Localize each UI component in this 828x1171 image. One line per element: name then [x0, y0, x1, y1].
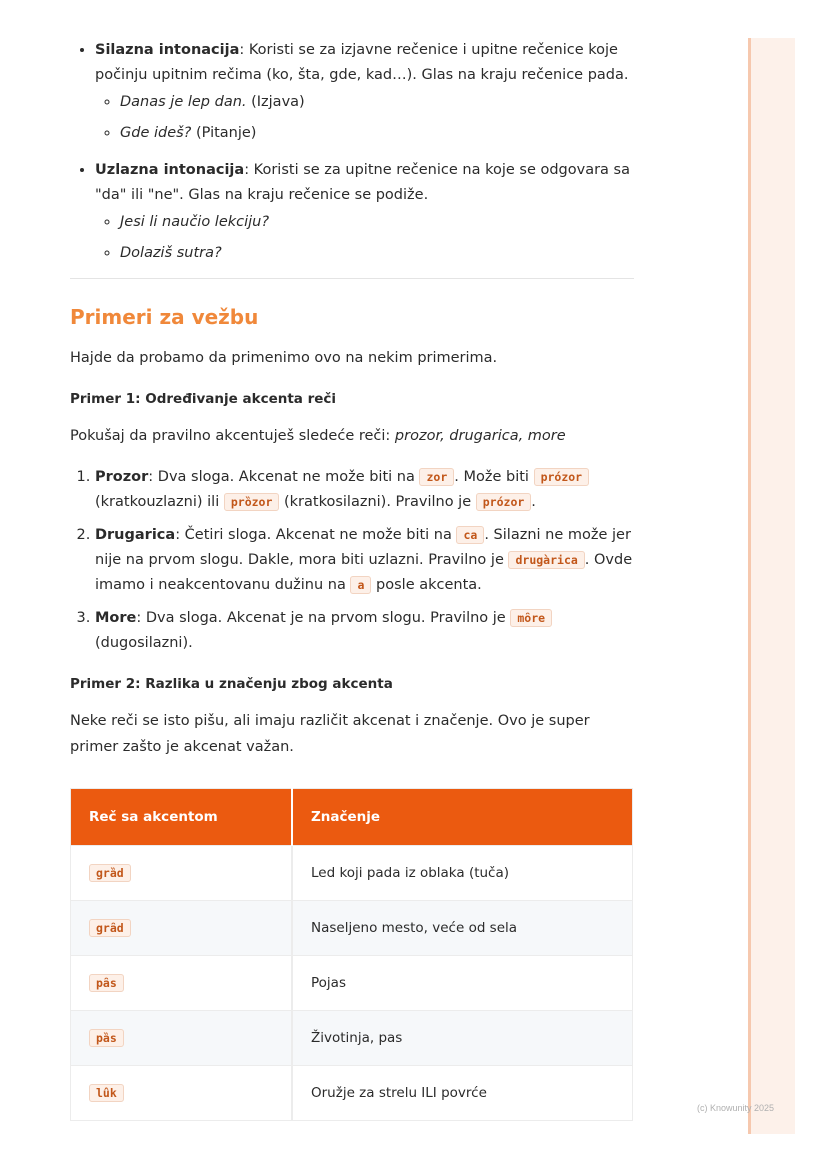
accent-code: lûk: [89, 1084, 124, 1102]
document-content: [70, 38, 634, 1121]
accent-code: prózor: [476, 493, 532, 511]
term-label: Silazna intonacija: [95, 42, 240, 58]
table-header-row: [71, 789, 633, 846]
primer2-title: Primer 2: Razlika u značenju zbog akcenta: [70, 676, 393, 692]
accent-code: grȁd: [89, 864, 131, 882]
table-row: [71, 846, 633, 901]
accent-code: drugàrica: [508, 551, 584, 569]
primer1-lead: Pokušaj da pravilno akcentuješ sledeće reči: prozor, drugarica, more: [70, 428, 566, 444]
section-divider: [70, 278, 634, 279]
accent-code: pȁs: [89, 1029, 124, 1047]
example-note: (Pitanje): [191, 125, 257, 141]
list-item: [120, 241, 634, 266]
list-item: 3. More: Dva sloga. Akcenat je na prvom slogu. Pravilno je mȏre (dugosilazni).: [95, 606, 634, 656]
list-item: [95, 158, 634, 266]
list-item: [120, 210, 634, 235]
accent-code: ca: [456, 526, 484, 544]
accent-code: mȏre: [510, 609, 552, 627]
meaning-cell: Naseljeno mesto, veće od sela: [292, 901, 633, 956]
list-item: [95, 38, 634, 146]
term-label: More: [95, 610, 137, 626]
list-item: [120, 90, 634, 115]
example-sentence: Gde ideš?: [120, 125, 192, 141]
example-sentence: Danas je lep dan.: [120, 94, 247, 110]
accent-table: [70, 788, 633, 1121]
example-note: (Izjava): [246, 94, 305, 110]
term-description: : Koristi se za upitne rečenice na koje se odgovara sa "da" ili "ne". Glas na kraju rečenice se podiže.: [95, 162, 630, 203]
footer-copyright: (c) Knowunity 2025: [697, 1103, 775, 1113]
meaning-cell: Led koji pada iz oblaka (tuča): [292, 846, 633, 901]
accent-code: zor: [419, 468, 454, 486]
table-row: [71, 1011, 633, 1066]
meaning-cell: Životinja, pas: [292, 1011, 633, 1066]
section-intro: Hajde da probamo da primenimo ovo na nekim primerima.: [70, 350, 498, 366]
accent-code: a: [350, 576, 371, 594]
example-list: [95, 90, 634, 146]
term-label: Drugarica: [95, 527, 176, 543]
meaning-cell: Pojas: [292, 956, 633, 1011]
section-title: Primeri za vežbu: [70, 305, 259, 329]
column-header: Značenje: [292, 789, 633, 846]
intonation-list: [70, 38, 634, 266]
primer1-title: Primer 1: Određivanje akcenta reči: [70, 391, 337, 407]
term-description: : Koristi se za izjavne rečenice i upitne rečenice koje počinju upitnim rečima (ko, šta, gde, kad…). Glas na kraju rečenice pada.: [95, 42, 629, 83]
primer1-list: [70, 465, 634, 656]
example-list: [95, 210, 634, 266]
list-item: 1. Prozor: Dva sloga. Akcenat ne može biti na zor . Može biti prózor (kratkouzlazni) ili prȍzor (kratkosilazni). Pravilno je prózor .: [95, 465, 634, 515]
accent-code: pȃs: [89, 974, 124, 992]
table-row: [71, 956, 633, 1011]
primer2-intro: Neke reči se isto pišu, ali imaju različit akcenat i značenje. Ovo je super primer zašto je akcenat važan.: [70, 713, 590, 755]
list-item: 2. Drugarica: Četiri sloga. Akcenat ne može biti na ca . Silazni ne može jer nije na prvom slogu. Dakle, mora biti uzlazni. Pravilno je drugàrica . Ovde imamo i neakcentovanu dužinu na a posle akcenta.: [95, 523, 634, 598]
example-sentence: Jesi li naučio lekciju?: [120, 214, 270, 230]
table-row: [71, 901, 633, 956]
term-label: Uzlazna intonacija: [95, 162, 245, 178]
meaning-cell: Oružje za strelu ILI povrće: [292, 1066, 633, 1121]
primer1-words: prozor, drugarica, more: [394, 428, 566, 444]
accent-code: grȃd: [89, 919, 131, 937]
example-sentence: Dolaziš sutra?: [120, 245, 222, 261]
term-label: Prozor: [95, 469, 149, 485]
accent-code: prózor: [534, 468, 590, 486]
list-item: [120, 121, 634, 146]
table-row: [71, 1066, 633, 1121]
column-header: Reč sa akcentom: [71, 789, 293, 846]
page-side-margin: [748, 38, 795, 1134]
accent-code: prȍzor: [224, 493, 280, 511]
